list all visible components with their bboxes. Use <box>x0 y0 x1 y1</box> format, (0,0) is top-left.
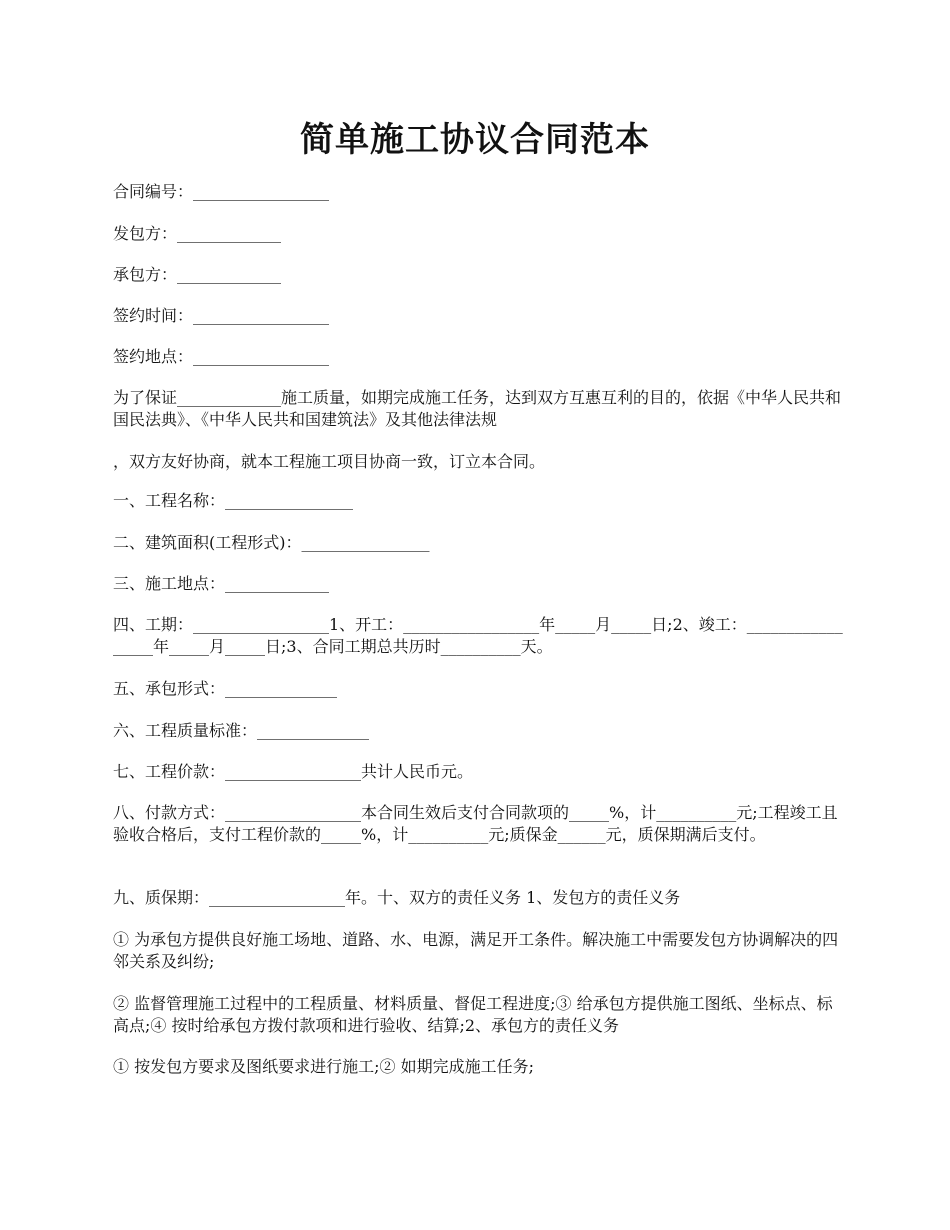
employer-line: 发包方：_____________ <box>113 224 282 243</box>
contract-number-line: 合同编号：_________________ <box>113 182 330 201</box>
construction-site-line: 三、施工地点：_____________ <box>113 574 330 593</box>
signing-place-line: 签约地点：_________________ <box>113 347 330 366</box>
building-area-line: 二、建筑面积(工程形式)：________________ <box>113 533 430 552</box>
preamble-paragraph: 为了保证_____________施工质量，如期完成施工任务，达到双方互惠互利的目的，依据《中华人民共和国民法典》、《中华人民共和国建筑法》及其他法律法规 <box>113 388 842 429</box>
employer-duty-2: ② 监督管理施工过程中的工程质量、材料质量、督促工程进度;③ 给承包方提供施工图纸、坐标点、标高点;④ 按时给承包方拨付款项和进行验收、结算;2、承包方的责任义务 <box>113 994 833 1035</box>
contract-price-line: 七、工程价款：_________________共计人民币元。 <box>113 762 474 781</box>
contractor-line: 承包方：_____________ <box>113 265 282 284</box>
payment-method-paragraph: 八、付款方式：_________________本合同生效后支付合同款项的_____%，计__________元;工程竣工且验收合格后，支付工程价款的_____%，计__________元;质保金______元，质保期满后支付。 <box>113 803 838 844</box>
duration-paragraph: 四、工期：_________________1、开工：_________________年_____月_____日;2、竣工：_________________年_____月_____日;3、合同工期总共历时__________天。 <box>113 615 843 656</box>
contractor-duty-1: ① 按发包方要求及图纸要求进行施工;② 如期完成施工任务; <box>113 1057 534 1076</box>
warranty-paragraph: 九、质保期：_________________年。十、双方的责任义务 1、发包方的责任义务 <box>113 888 681 907</box>
contract-form-line: 五、承包形式：______________ <box>113 679 338 698</box>
preamble-continuation: ，双方友好协商，就本工程施工项目协商一致，订立本合同。 <box>113 452 546 471</box>
project-name-line: 一、工程名称：________________ <box>113 491 354 510</box>
document-title: 简单施工协议合同范本 <box>300 120 650 160</box>
employer-duty-1: ① 为承包方提供良好施工场地、道路、水、电源，满足开工条件。解决施工中需要发包方协调解决的四邻关系及纠纷; <box>113 930 839 971</box>
quality-standard-line: 六、工程质量标准：______________ <box>113 721 370 740</box>
signing-date-line: 签约时间：_________________ <box>113 306 330 325</box>
